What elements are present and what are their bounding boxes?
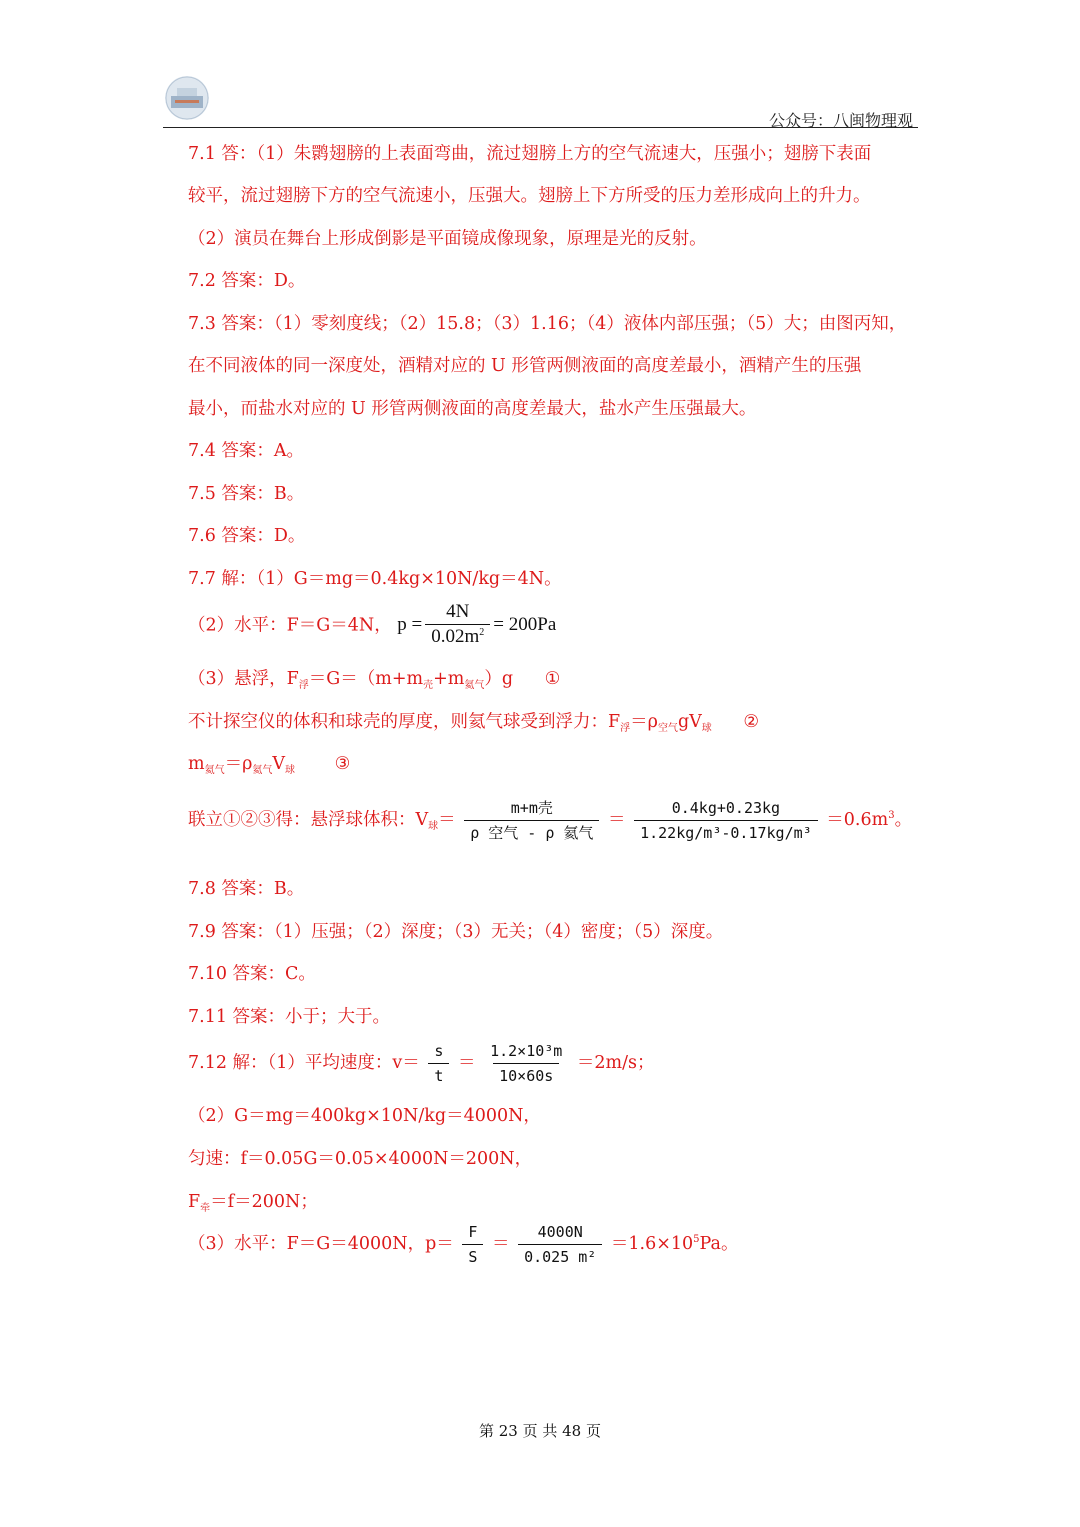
line-7-3-b: 在不同液体的同一深度处，酒精对应的 U 形管两侧液面的高度差最小，酒精产生的压强	[188, 356, 862, 376]
line-7-1-c: （2）演员在舞台上形成倒影是平面镜成像现象，原理是光的反射。	[188, 229, 707, 249]
equation-helium-mass: $m_{氦气}=\rho_{氦气}V_球$ ③	[188, 754, 351, 776]
line-7-3-a: 7.3 答案：（1）零刻度线；（2）15.8；（3）1.16；（4）液体内部压强；（5）大；由图丙知，	[188, 314, 907, 334]
line-7-4: 7.4 答案：A。	[188, 441, 305, 461]
line-7-1-a: 7.1 答：（1）朱鹮翅膀的上表面弯曲，流过翅膀上方的空气流速大，压强小；翅膀下表面	[188, 144, 872, 164]
line-7-7-a: 7.7 解：（1）G＝mg＝0.4kg×10N/kg＝4N。	[188, 569, 562, 589]
line-7-11: 7.11 答案：小于；大于。	[188, 1007, 391, 1027]
line-7-12-friction: 匀速：f＝0.05G＝0.05×4000N＝200N，	[188, 1149, 533, 1169]
equation-pressure-2: （3）水平：F＝G＝4000N，p＝ $\frac{F}{S}$ ＝ $\frac{4000N}{\text{0.025 m²}}$ $=1.6\times 10^5Pa$。	[188, 1223, 739, 1266]
equation-suspension: （3）悬浮，$F_浮=G=(m+m_壳+m_{氦气})g$ ①	[188, 669, 561, 691]
equation-speed: 7.12 解：（1）平均速度：v＝ $\frac{s}{t}$ ＝ $\frac{\text{1.2×10³m}}{10\times 60s}$ ＝2m/s；	[188, 1042, 655, 1085]
logo	[165, 76, 209, 120]
header-rule	[163, 127, 918, 128]
equation-traction: $F_牵=f=200N$；	[188, 1192, 318, 1214]
equation-pressure-1: （2）水平：F＝G＝4N， p = $\frac{4N}{0.02m^2}$ = 200Pa	[188, 602, 556, 650]
equation-buoyancy: 不计探空仪的体积和球壳的厚度，则氦气球受到浮力：$F_浮=\rho_{空气}gV_球$ ②	[188, 712, 760, 734]
line-7-12-gravity: （2）G＝mg＝400kg×10N/kg＝4000N，	[188, 1106, 541, 1126]
line-7-3-c: 最小，而盐水对应的 U 形管两侧液面的高度差最大，盐水产生压强最大。	[188, 399, 757, 419]
header-account: 公众号：八闽物理观	[768, 111, 913, 130]
line-7-10: 7.10 答案：C。	[188, 964, 316, 984]
page-number: 第 23 页 共 48 页	[478, 1422, 601, 1440]
line-7-5: 7.5 答案：B。	[188, 484, 305, 504]
line-7-6: 7.6 答案：D。	[188, 526, 306, 546]
line-7-8: 7.8 答案：B。	[188, 879, 305, 899]
line-7-9: 7.9 答案：（1）压强；（2）深度；（3）无关；（4）密度；（5）深度。	[188, 922, 724, 942]
line-7-1-b: 较平，流过翅膀下方的空气流速小，压强大。翅膀上下方所受的压力差形成向上的升力。	[188, 186, 871, 206]
line-7-2: 7.2 答案：D。	[188, 271, 306, 291]
equation-volume: 联立①②③得：悬浮球体积：$V_球=$ $\frac{\text{m+m壳}}{\text{ρ 空气 - ρ 氦气}}$ ＝ $\frac{0.4kg+0.23kg}{\text{1.22kg/m³-0.17kg/m³}}$ $=0.6m^3$。	[188, 799, 913, 842]
